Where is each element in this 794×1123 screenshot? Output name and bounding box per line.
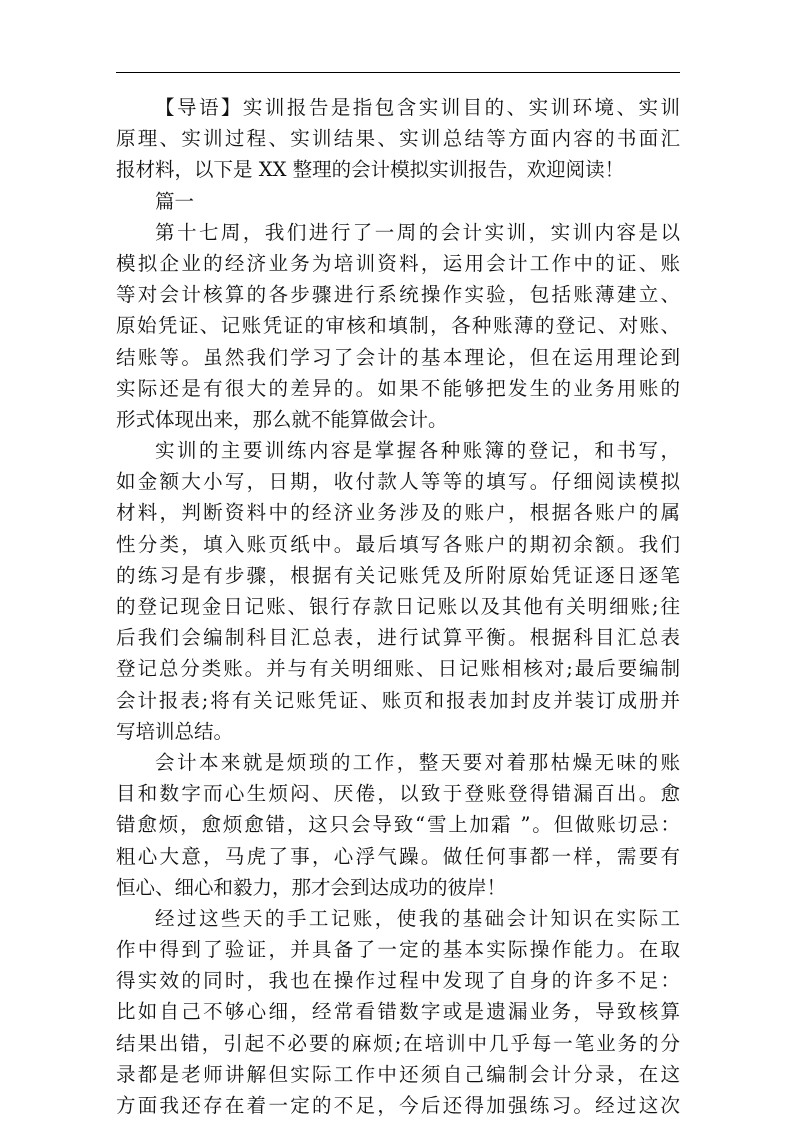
text-line: 恒心、细心和毅力，那才会到达成功的彼岸！ <box>116 875 507 899</box>
text-line: 录都是老师讲解但实际工作中还须自己编制会计分录，在这 <box>116 1062 680 1086</box>
text-line: 原始凭证、记账凭证的审核和填制，各种账薄的登记、对账、 <box>116 314 680 338</box>
text-line: 性分类，填入账页纸中。最后填写各账户的期初余额。我们 <box>116 532 680 556</box>
text-line: 结账等。虽然我们学习了会计的基本理论，但在运用理论到 <box>116 345 680 369</box>
text-line: 【导语】实训报告是指包含实训目的、实训环境、实训 <box>155 96 680 119</box>
text-line: 形式体现出来，那么就不能算做会计。 <box>116 407 448 431</box>
text-line: 会计本来就是烦琐的工作，整天要对着那枯燥无味的账 <box>155 750 680 774</box>
text-line: 如金额大小写，日期，收付款人等等的填写。仔细阅读模拟 <box>116 470 680 494</box>
text-line: 错愈烦，愈烦愈错，这只会导致“雪上加霜 ”。但做账切忌： <box>116 813 680 837</box>
text-line: 比如自己不够心细，经常看错数字或是遗漏业务，导致核算 <box>116 1000 680 1024</box>
text-line: 作中得到了验证，并具备了一定的基本实际操作能力。在取 <box>116 938 680 962</box>
text-line: 第十七周，我们进行了一周的会计实训，实训内容是以 <box>155 220 680 244</box>
document-body <box>116 92 680 1121</box>
text-line: 报材料，以下是 XX 整理的会计模拟实训报告，欢迎阅读！ <box>116 158 625 182</box>
text-line: 等对会计核算的各步骤进行系统操作实验，包括账薄建立、 <box>116 283 680 307</box>
text-line: 目和数字而心生烦闷、厌倦，以致于登账登得错漏百出。愈 <box>116 782 680 806</box>
text-line: 原理、实训过程、实训结果、实训总结等方面内容的书面汇 <box>116 127 680 151</box>
text-line: 写培训总结。 <box>116 719 234 743</box>
text-line: 会计报表;将有关记账凭证、账页和报表加封皮并装订成册并 <box>116 688 680 712</box>
header-rule <box>116 72 680 73</box>
text-line: 后我们会编制科目汇总表，进行试算平衡。根据科目汇总表 <box>116 626 680 650</box>
text-line: 得实效的同时，我也在操作过程中发现了自身的许多不足： <box>116 969 680 993</box>
text-line: 实训的主要训练内容是掌握各种账簿的登记，和书写， <box>155 439 680 463</box>
text-line: 方面我还存在着一定的不足，今后还得加强练习。经过这次 <box>116 1094 680 1117</box>
text-line: 经过这些天的手工记账，使我的基础会计知识在实际工 <box>155 906 680 930</box>
text-line: 的登记现金日记账、银行存款日记账以及其他有关明细账;往 <box>116 595 680 618</box>
text-line: 模拟企业的经济业务为培训资料，运用会计工作中的证、账 <box>116 251 680 275</box>
text-line: 粗心大意，马虎了事，心浮气躁。做任何事都一样，需要有 <box>116 844 680 868</box>
section-heading: 篇一 <box>155 189 195 213</box>
text-line: 登记总分类账。并与有关明细账、日记账相核对;最后要编制 <box>116 657 680 681</box>
text-line: 材料，判断资料中的经济业务涉及的账户，根据各账户的属 <box>116 501 680 525</box>
text-line: 实际还是有很大的差异的。如果不能够把发生的业务用账的 <box>116 376 680 400</box>
text-line: 的练习是有步骤，根据有关记账凭及所附原始凭证逐日逐笔 <box>116 563 680 587</box>
text-line: 结果出错，引起不必要的麻烦;在培训中几乎每一笔业务的分 <box>116 1031 680 1055</box>
